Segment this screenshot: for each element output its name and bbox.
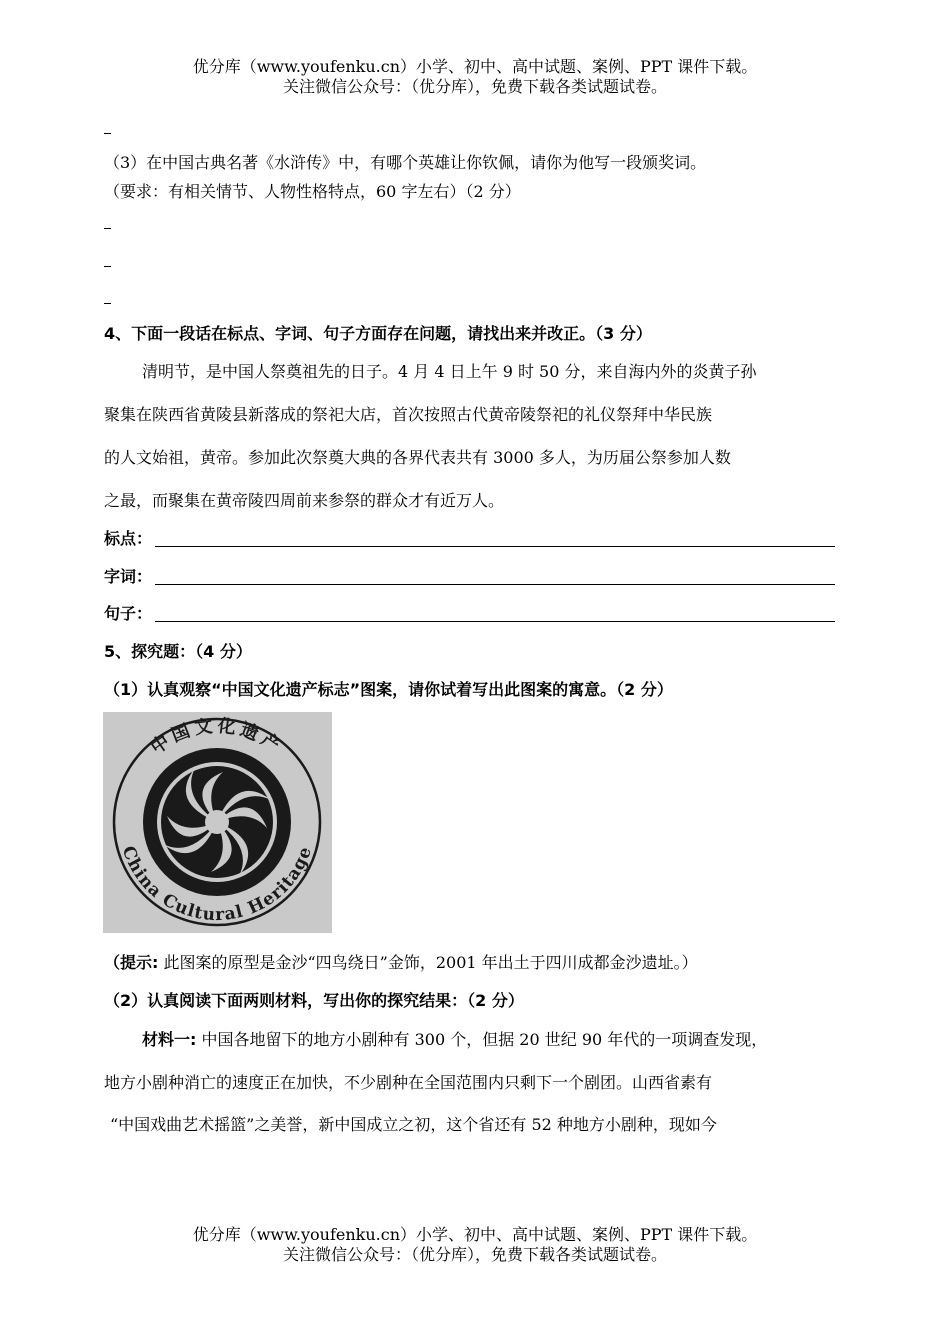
q4-paragraph-line-4: 之最，而聚集在黄帝陵四周前来参祭的群众才有近万人。 xyxy=(104,491,505,510)
footer-line-2: 关注微信公众号：（优分库），免费下载各类试题试卷。 xyxy=(282,1245,667,1264)
answer-blank xyxy=(104,228,111,229)
q3-line-1: （3）在中国古典名著《水浒传》中，有哪个英雄让你钦佩，请你为他写一段颁奖词。 xyxy=(104,153,707,172)
q3-line-2: （要求：有相关情节、人物性格特点，60 字左右）（2 分） xyxy=(104,182,521,201)
answer-blank xyxy=(104,266,111,267)
label-sentence: 句子： xyxy=(104,604,153,623)
logo-cn-text: 中国文化遗产 xyxy=(147,715,287,759)
q4-paragraph-line-1: 清明节，是中国人祭奠祖先的日子。4 月 4 日上午 9 时 50 分，来自海内外的炎黄子孙 xyxy=(142,362,757,381)
answer-line-sentence[interactable] xyxy=(155,621,835,622)
header-line-1: 优分库（www.youfenku.cn）小学、初中、高中试题、案例、PPT 课件下载。 xyxy=(192,57,758,76)
footer-line-1: 优分库（www.youfenku.cn）小学、初中、高中试题、案例、PPT 课件下载。 xyxy=(192,1225,758,1244)
header-line-2: 关注微信公众号：（优分库），免费下载各类试题试卷。 xyxy=(282,77,667,96)
q4-title: 4、下面一段话在标点、字词、句子方面存在问题，请找出来并改正。（3 分） xyxy=(104,324,652,343)
material-1-text: 中国各地留下的地方小剧种有 300 个，但据 20 世纪 90 年代的一项调查发现， xyxy=(196,1030,768,1049)
q4-paragraph-line-3: 的人文始祖，黄帝。参加此次祭奠大典的各界代表共有 3000 多人，为历届公祭参加人数 xyxy=(104,448,731,467)
heritage-emblem-icon xyxy=(103,712,332,933)
hint-label: （提示: xyxy=(104,953,159,972)
material-1-line-2: 地方小剧种消亡的速度正在加快，不少剧种在全国范围内只剩下一个剧团。山西省素有 xyxy=(104,1073,713,1092)
q4-paragraph-line-2: 聚集在陕西省黄陵县新落成的祭祀大店，首次按照古代黄帝陵祭祀的礼仪祭拜中华民族 xyxy=(104,405,713,424)
answer-line-words[interactable] xyxy=(155,584,835,585)
q5-title: 5、探究题：（4 分） xyxy=(104,642,252,661)
china-cultural-heritage-logo xyxy=(103,712,332,933)
label-words: 字词： xyxy=(104,567,153,586)
material-1-label: 材料一: xyxy=(142,1030,197,1049)
answer-blank xyxy=(104,303,111,304)
label-punctuation: 标点： xyxy=(104,529,153,548)
q5-sub-question-2: （2）认真阅读下面两则材料，写出你的探究结果：（2 分） xyxy=(104,991,524,1010)
hint-text: 此图案的原型是金沙“四鸟绕日”金饰，2001 年出土于四川成都金沙遗址。） xyxy=(158,953,698,972)
q5-hint xyxy=(104,952,698,974)
material-1-line-3: “中国戏曲艺术摇篮”之美誉，新中国成立之初，这个省还有 52 种地方小剧种，现如今 xyxy=(110,1115,717,1134)
logo-en-text: China Cultural Heritage xyxy=(117,843,317,926)
answer-line-punctuation[interactable] xyxy=(155,546,835,547)
answer-blank xyxy=(104,133,111,134)
q5-sub-question-1: （1）认真观察“中国文化遗产标志”图案，请你试着写出此图案的寓意。（2 分） xyxy=(104,680,673,699)
material-1-line-1 xyxy=(142,1029,767,1051)
